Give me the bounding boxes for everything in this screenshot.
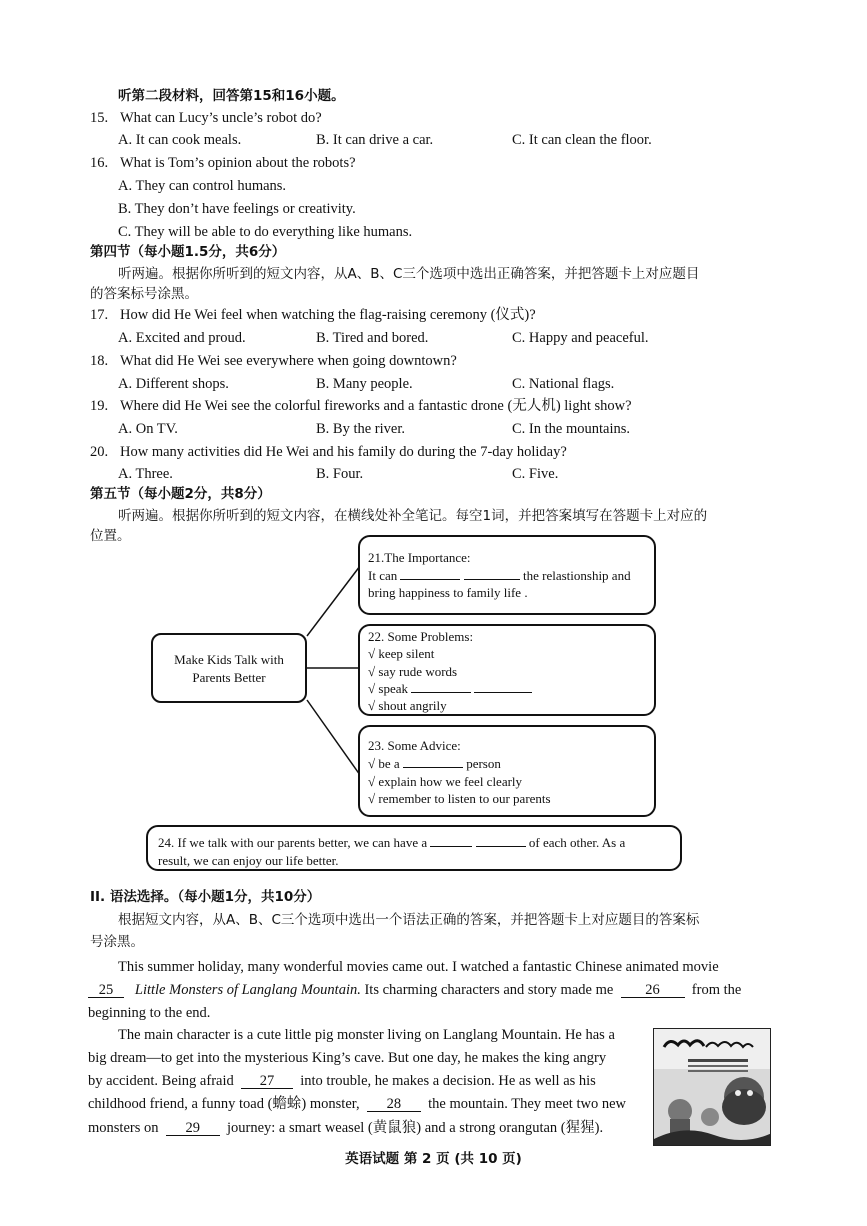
passage-p2-line3: by accident. Being afraid 27 into trouble, he makes a decision. He as well as his — [88, 1073, 596, 1089]
part2-title: II. 语法选择。（每小题1分，共10分） — [90, 889, 321, 905]
note-23-item-2: √ explain how we feel clearly — [368, 774, 523, 789]
q17-option-b[interactable]: B. Tired and bored. — [316, 330, 429, 346]
note-22-blank-2[interactable] — [474, 692, 532, 693]
section4-instruction-line2: 的答案标号涂黑。 — [90, 286, 198, 302]
question-20: 20. How many activities did He Wei and his family do during the 7-day holiday? — [90, 444, 567, 460]
section5-instruction-line1: 听两遍。根据你所听到的短文内容，在横线处补全笔记。每空1词，并把答案填写在答题卡上对应的 — [118, 508, 708, 524]
note-22-item-4: √ shout angrily — [368, 698, 447, 713]
section5-title: 第五节（每小题2分，共8分） — [90, 486, 271, 502]
q18-option-a[interactable]: A. Different shops. — [118, 376, 229, 392]
q15-option-a[interactable]: A. It can cook meals. — [118, 132, 242, 148]
q15-option-c[interactable]: C. It can clean the floor. — [512, 132, 652, 148]
mindmap-center-box — [151, 633, 307, 703]
note-21-title: 21.The Importance: — [368, 550, 471, 565]
note-21-line1: It can the relastionship and — [368, 568, 631, 583]
blank-28[interactable]: 28 — [367, 1097, 421, 1112]
part2-instruction-line1: 根据短文内容，从A、B、C三个选项中选出一个语法正确的答案，并把答题卡上对应题目的答案标 — [118, 912, 700, 928]
section4-instruction-line1: 听两遍。根据你所听到的短文内容，从A、B、C三个选项中选出正确答案，并把答题卡上对应题目 — [118, 266, 700, 282]
section4-title: 第四节（每小题1.5分，共6分） — [90, 244, 286, 260]
note-22-item-2: √ say rude words — [368, 664, 458, 679]
note-24-line2: result, we can enjoy our life better. — [158, 853, 339, 868]
movie-poster-image — [653, 1028, 771, 1146]
question-17: 17. How did He Wei feel when watching the flag-raising ceremony (仪式)? — [90, 307, 536, 323]
page-footer: 英语试题 第 2 页 (共 10 页) — [345, 1151, 522, 1167]
note-24-line1: 24. If we talk with our parents better, we can have a of each other. As a — [158, 835, 626, 850]
question-16: 16. What is Tom’s opinion about the robots? — [90, 155, 356, 171]
q15-option-b[interactable]: B. It can drive a car. — [316, 132, 434, 148]
blank-27[interactable]: 27 — [241, 1074, 293, 1089]
passage-p2-line4: childhood friend, a funny toad (蟾蜍) monster, 28 the mountain. They meet two new — [88, 1096, 626, 1112]
note-box-24 — [146, 825, 682, 871]
q17-option-c[interactable]: C. Happy and peaceful. — [512, 330, 649, 346]
note-21-blank-1[interactable] — [400, 579, 460, 580]
note-22-blank-1[interactable] — [411, 692, 471, 693]
q20-option-b[interactable]: B. Four. — [316, 466, 364, 482]
section3-intro: 听第二段材料，回答第15和16小题。 — [118, 88, 345, 104]
note-21-line2: bring happiness to family life . — [368, 585, 528, 600]
q16-option-c[interactable]: C. They will be able to do everything like humans. — [118, 224, 413, 240]
note-box-22 — [358, 624, 656, 716]
note-23-blank[interactable] — [403, 767, 463, 768]
note-22-item-3: √ speak — [368, 680, 532, 698]
passage-p2-line5: monsters on 29 journey: a smart weasel (黄鼠狼) and a strong orangutan (猩猩). — [88, 1120, 604, 1136]
passage-p1-line3: beginning to the end. — [88, 1005, 211, 1021]
passage-p2-line1: The main character is a cute little pig monster living on Langlang Mountain. He has a — [118, 1027, 615, 1043]
blank-25[interactable]: 25 — [88, 983, 124, 998]
q16-option-a[interactable]: A. They can control humans. — [118, 178, 287, 194]
note-22-title: 22. Some Problems: — [368, 629, 474, 644]
note-24-blank-2[interactable] — [476, 846, 526, 847]
section5-instruction-line2: 位置。 — [90, 528, 131, 544]
q18-option-b[interactable]: B. Many people. — [316, 376, 413, 392]
blank-26[interactable]: 26 — [621, 983, 685, 998]
q20-option-a[interactable]: A. Three. — [118, 466, 173, 482]
note-22-item-1: √ keep silent — [368, 646, 435, 661]
q18-option-c[interactable]: C. National flags. — [512, 376, 615, 392]
part2-instruction-line2: 号涂黑。 — [90, 934, 144, 950]
blank-29[interactable]: 29 — [166, 1121, 220, 1136]
note-23-item-1: √ be a person — [368, 756, 501, 771]
mindmap-center-line1: Make Kids Talk with — [174, 652, 284, 667]
note-23-title: 23. Some Advice: — [368, 738, 461, 753]
q19-option-c[interactable]: C. In the mountains. — [512, 421, 631, 437]
passage-p2-line2: big dream—to get into the mysterious King’s cave. But one day, he makes the king angry — [88, 1050, 607, 1066]
note-24-blank-1[interactable] — [430, 846, 472, 847]
q16-option-b[interactable]: B. They don’t have feelings or creativity. — [118, 201, 356, 217]
q17-option-a[interactable]: A. Excited and proud. — [118, 330, 246, 346]
q19-option-b[interactable]: B. By the river. — [316, 421, 406, 437]
note-23-item-3: √ remember to listen to our parents — [368, 791, 551, 806]
q19-option-a[interactable]: A. On TV. — [118, 421, 178, 437]
mindmap-center-line2: Parents Better — [192, 670, 266, 685]
passage-p1-line1: This summer holiday, many wonderful movies came out. I watched a fantastic Chinese animated movie — [118, 959, 719, 975]
note-box-21 — [358, 535, 656, 615]
question-15: 15. What can Lucy’s uncle’s robot do? — [90, 110, 322, 126]
question-18: 18. What did He Wei see everywhere when going downtown? — [90, 353, 457, 369]
note-box-23 — [358, 725, 656, 817]
passage-p1-line2: 25 Little Monsters of Langlang Mountain. Its charming characters and story made me 26 from the — [88, 981, 741, 999]
q20-option-c[interactable]: C. Five. — [512, 466, 559, 482]
question-19: 19. Where did He Wei see the colorful fireworks and a fantastic drone (无人机) light show? — [90, 398, 632, 414]
movie-title: Little Monsters of Langlang Mountain. — [134, 982, 361, 998]
note-21-blank-2[interactable] — [464, 579, 520, 580]
